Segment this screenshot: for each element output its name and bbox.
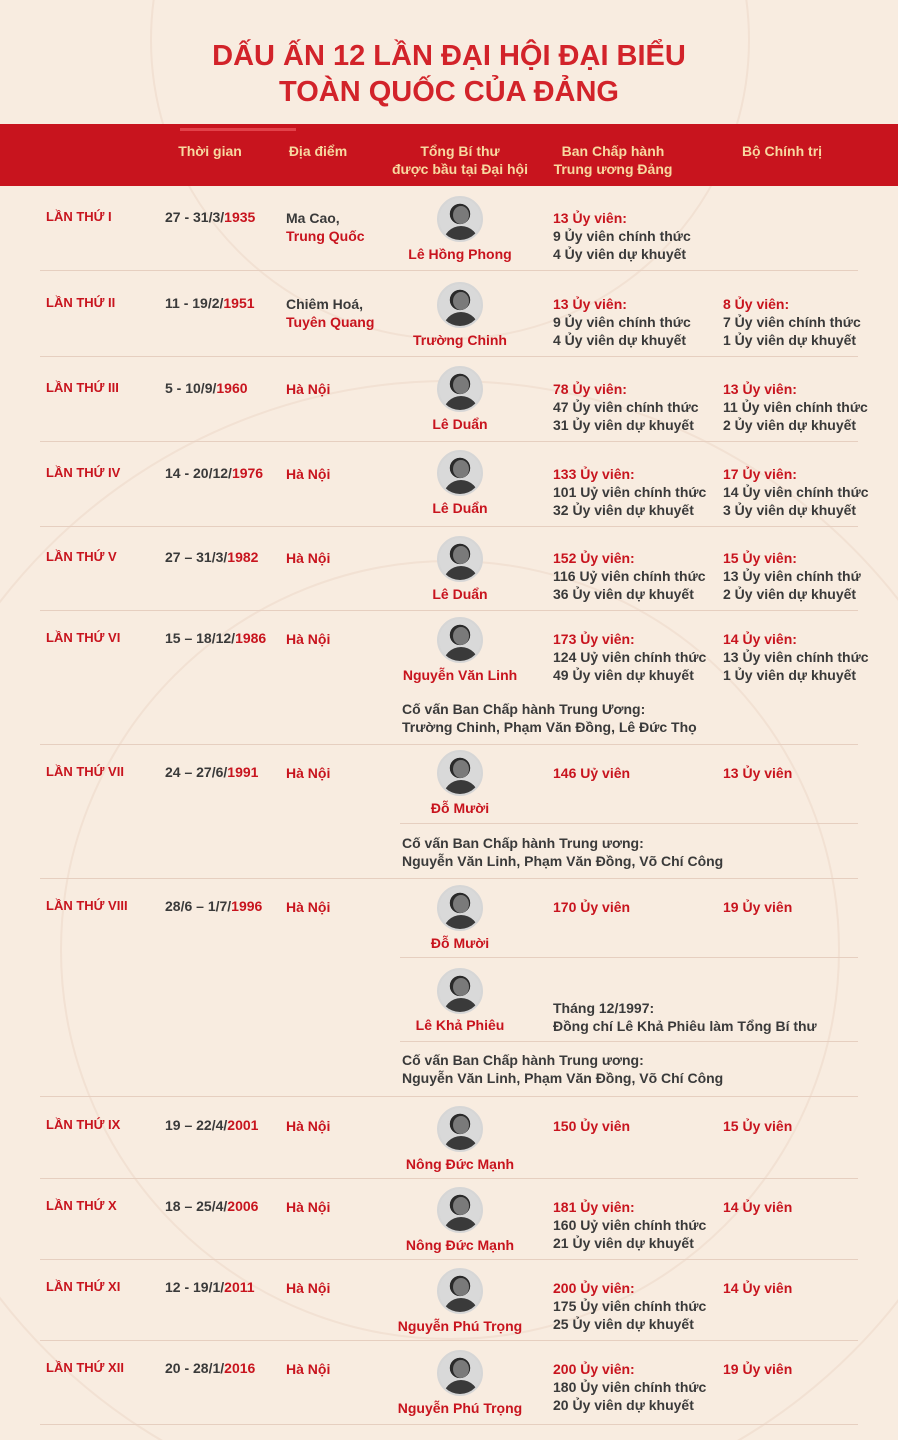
committee-detail: 49 Ủy viên dự khuyết	[553, 667, 694, 683]
congress-place	[286, 209, 365, 245]
congress-time-prefix: 11 - 19/2/	[165, 295, 224, 311]
congress-time	[165, 295, 255, 311]
portrait-shoulder	[443, 480, 479, 496]
congress-year: 2006	[227, 1198, 259, 1214]
congress-place	[286, 549, 330, 567]
committee-total: 150 Ủy viên	[553, 1118, 631, 1134]
congress-label: LẦN THỨ VIII	[46, 898, 128, 913]
congress-year: 1951	[223, 295, 255, 311]
politburo-detail: 13 Ủy viên chính thứ	[723, 568, 861, 584]
congress-place-city: Hà Nội	[286, 765, 331, 781]
committee-detail: 32 Ủy viên dự khuyết	[553, 502, 694, 518]
politburo-detail: 1 Ủy viên dự khuyết	[723, 332, 857, 348]
politburo-total: 15 Ủy viên	[723, 1118, 793, 1134]
portrait-shoulder	[443, 915, 479, 931]
committee-info	[553, 295, 691, 349]
secretary-name: Nguyễn Phú Trọng	[397, 1318, 523, 1334]
congress-label: LẦN THỨ XII	[46, 1360, 124, 1375]
politburo-total: 13 Ủy viên:	[723, 381, 797, 397]
congress-time	[165, 1117, 258, 1133]
congress-time	[165, 380, 248, 396]
committee-info	[553, 380, 699, 434]
header-secretary-line1: Tổng Bí thư	[420, 143, 500, 159]
congress-label: LẦN THỨ I	[46, 209, 112, 224]
committee-total: 181 Ủy viên:	[553, 1199, 635, 1215]
portrait-shoulder	[443, 1217, 479, 1233]
congress-label: LẦN THỨ V	[46, 549, 117, 564]
secretary-name: Lê Hồng Phong	[408, 246, 512, 262]
congress-place-line2: Trung Quốc	[286, 228, 365, 244]
secretary-name: Nông Đức Mạnh	[405, 1156, 515, 1172]
secretary-portrait	[437, 366, 483, 412]
committee-total: 78 Ủy viên:	[553, 381, 627, 397]
header-committee-line2: Trung ương Đảng	[553, 161, 673, 177]
portrait-face	[453, 376, 469, 394]
secretary-portrait	[437, 196, 483, 242]
politburo-detail: 2 Ủy viên dự khuyết	[723, 586, 857, 602]
committee-info	[553, 764, 630, 782]
committee-detail: 180 Ủy viên chính thức	[553, 1379, 707, 1395]
congress-place-city: Hà Nội	[286, 550, 331, 566]
congress-place-city: Hà Nội	[286, 1280, 331, 1296]
portrait-face	[453, 1360, 469, 1378]
portrait-shoulder	[443, 1136, 479, 1152]
title-line-1: DẤU ẤN 12 LẦN ĐẠI HỘI ĐẠI BIỂU	[212, 40, 686, 72]
change-text: Đồng chí Lê Khả Phiêu làm Tổng Bí thư	[553, 1018, 817, 1034]
committee-total: 170 Ủy viên	[553, 899, 631, 915]
congress-place-city: Hà Nội	[286, 466, 331, 482]
politburo-total: 14 Ủy viên:	[723, 631, 797, 647]
congress-time	[165, 549, 258, 565]
congress-time-prefix: 14 - 20/12/	[165, 465, 232, 481]
advisor-title: Cố vấn Ban Chấp hành Trung ương:	[402, 1052, 644, 1068]
politburo-info	[723, 549, 861, 603]
committee-detail: 160 Uỷ viên chính thức	[553, 1217, 707, 1233]
congress-time-prefix: 12 - 19/1/	[165, 1279, 225, 1295]
politburo-info	[723, 1360, 792, 1378]
congress-place	[286, 380, 330, 398]
congress-label: LẦN THỨ VII	[46, 764, 124, 779]
congress-place	[286, 630, 330, 648]
committee-info	[553, 209, 691, 263]
committee-detail: 36 Ủy viên dự khuyết	[553, 586, 694, 602]
congress-time	[165, 465, 263, 481]
politburo-total: 8 Ủy viên:	[723, 296, 790, 312]
politburo-detail: 11 Ủy viên chính thức	[723, 399, 868, 415]
congress-place-city: Hà Nội	[286, 631, 331, 647]
politburo-detail: 2 Ủy viên dự khuyết	[723, 417, 857, 433]
advisor-names: Trường Chinh, Phạm Văn Đồng, Lê Đức Thọ	[402, 719, 697, 735]
header-accent-line	[180, 128, 296, 131]
change-date: Tháng 12/1997:	[553, 1000, 655, 1016]
committee-info	[553, 630, 706, 684]
secretary-portrait	[437, 750, 483, 796]
secretary-name: Lê Duẩn	[432, 500, 488, 516]
politburo-detail: 7 Ủy viên chính thức	[723, 314, 861, 330]
committee-total: 13 Ủy viên:	[553, 210, 627, 226]
politburo-info	[723, 630, 869, 684]
politburo-info	[723, 380, 868, 434]
portrait-face	[453, 1116, 469, 1134]
politburo-total: 17 Ủy viên:	[723, 466, 797, 482]
row-separator	[40, 441, 858, 442]
politburo-info	[723, 898, 792, 916]
advisor-note	[402, 700, 697, 736]
congress-year: 1976	[231, 465, 264, 481]
row-separator	[40, 1096, 858, 1097]
congress-time-prefix: 20 - 28/1/	[165, 1360, 225, 1376]
politburo-total: 19 Ủy viên	[723, 899, 793, 915]
row-separator	[40, 1424, 858, 1425]
portrait-face	[453, 895, 469, 913]
portrait-face	[453, 460, 469, 478]
congress-place-line1: Ma Cao,	[286, 210, 340, 226]
congress-label: LẦN THỨ X	[46, 1198, 117, 1213]
committee-detail: 4 Ủy viên dự khuyết	[553, 246, 687, 262]
congress-time-prefix: 5 - 10/9/	[165, 380, 217, 396]
secretary2-name: Lê Khả Phiêu	[415, 1017, 505, 1033]
row-separator	[40, 356, 858, 357]
congress-place	[286, 295, 374, 331]
politburo-info	[723, 295, 861, 349]
congress-time-prefix: 15 – 18/12/	[165, 630, 236, 646]
committee-detail: 31 Ủy viên dự khuyết	[553, 417, 694, 433]
secretary-name: Đỗ Mười	[430, 800, 490, 816]
congress-year: 1991	[227, 764, 259, 780]
row-separator	[40, 1259, 858, 1260]
advisor-note	[402, 1051, 723, 1087]
congress-year: 1935	[224, 209, 256, 225]
secretary-portrait	[437, 450, 483, 496]
committee-info	[553, 465, 706, 519]
row-separator	[40, 270, 858, 271]
portrait-face	[453, 206, 469, 224]
row-separator	[40, 878, 858, 879]
congress-time-prefix: 19 – 22/4/	[165, 1117, 228, 1133]
secretary-name: Nguyễn Phú Trọng	[397, 1400, 523, 1416]
congress-year: 1996	[231, 898, 263, 914]
congress-time	[165, 898, 262, 914]
congress-time	[165, 630, 266, 646]
committee-info	[553, 1279, 706, 1333]
header-secretary-line2: được bầu tại Đại hội	[392, 161, 528, 177]
secretary-portrait	[437, 617, 483, 663]
politburo-total: 13 Ủy viên	[723, 765, 793, 781]
header-committee	[548, 142, 678, 178]
row-separator	[40, 1340, 858, 1341]
congress-label: LẦN THỨ III	[46, 380, 119, 395]
congress-place	[286, 1279, 330, 1297]
politburo-info	[723, 1198, 792, 1216]
congress-year: 2011	[224, 1279, 255, 1295]
congress-place-city: Hà Nội	[286, 381, 331, 397]
portrait-shoulder	[443, 1380, 479, 1396]
congress-label: LẦN THỨ II	[46, 295, 116, 310]
committee-total: 133 Ủy viên:	[553, 466, 635, 482]
committee-detail: 20 Ủy viên dự khuyết	[553, 1397, 694, 1413]
row-separator	[40, 526, 858, 527]
congress-place-city: Hà Nội	[286, 1361, 331, 1377]
header-secretary	[380, 142, 540, 178]
portrait-face	[453, 1278, 469, 1296]
portrait-shoulder	[443, 396, 479, 412]
committee-total: 146 Uỷ viên	[553, 765, 631, 781]
congress-place	[286, 764, 330, 782]
row-separator	[40, 610, 858, 611]
advisor-title: Cố vấn Ban Chấp hành Trung ương:	[402, 835, 644, 851]
committee-total: 200 Ủy viên:	[553, 1280, 635, 1296]
congress-time-prefix: 18 – 25/4/	[165, 1198, 228, 1214]
congress-place-line2: Tuyên Quang	[286, 314, 375, 330]
portrait-face	[453, 978, 469, 996]
congress-year: 1982	[227, 549, 259, 565]
politburo-detail: 1 Ủy viên dự khuyết	[723, 667, 857, 683]
secretary-name: Nông Đức Mạnh	[405, 1237, 515, 1253]
row-inner-separator	[400, 823, 858, 824]
secretary-name: Lê Duẩn	[432, 586, 488, 602]
congress-place-city: Hà Nội	[286, 1118, 331, 1134]
committee-detail: 21 Ủy viên dự khuyết	[553, 1235, 694, 1251]
politburo-detail: 3 Ủy viên dự khuyết	[723, 502, 857, 518]
congress-year: 1960	[216, 380, 248, 396]
committee-detail: 175 Ủy viên chính thức	[553, 1298, 707, 1314]
congress-label: LẦN THỨ XI	[46, 1279, 121, 1294]
leadership-change-note	[553, 999, 817, 1035]
row-separator	[40, 744, 858, 745]
header-place: Địa điểm	[288, 143, 348, 159]
politburo-detail: 13 Ủy viên chính thức	[723, 649, 869, 665]
portrait-face	[453, 760, 469, 778]
portrait-shoulder	[443, 226, 479, 242]
secretary-portrait	[437, 1350, 483, 1396]
committee-total: 152 Ủy viên:	[553, 550, 635, 566]
congress-place	[286, 1360, 330, 1378]
secretary-name: Lê Duẩn	[432, 416, 488, 432]
committee-detail: 9 Ủy viên chính thức	[553, 314, 691, 330]
header-time: Thời gian	[178, 143, 242, 159]
header-politburo: Bộ Chính trị	[741, 143, 823, 159]
portrait-shoulder	[443, 566, 479, 582]
header-committee-line1: Ban Chấp hành	[561, 143, 665, 159]
secretary-name: Trường Chinh	[413, 332, 507, 348]
committee-info	[553, 898, 630, 916]
portrait-face	[453, 627, 469, 645]
secretary-portrait	[437, 536, 483, 582]
secretary2-portrait	[437, 968, 483, 1014]
politburo-total: 14 Ủy viên	[723, 1280, 793, 1296]
congress-place-city: Hà Nội	[286, 899, 331, 915]
committee-detail: 47 Ủy viên chính thức	[553, 399, 699, 415]
secretary-portrait	[437, 282, 483, 328]
congress-time	[165, 1279, 255, 1295]
row-separator	[40, 1178, 858, 1179]
congress-place-line1: Chiêm Hoá,	[286, 296, 364, 312]
congress-label: LẦN THỨ IX	[46, 1117, 121, 1132]
congress-year: 2016	[224, 1360, 256, 1376]
portrait-shoulder	[443, 1298, 479, 1314]
committee-detail: 124 Uỷ viên chính thức	[553, 649, 707, 665]
committee-info	[553, 549, 706, 603]
committee-detail: 101 Uỷ viên chính thức	[553, 484, 707, 500]
politburo-total: 14 Ủy viên	[723, 1199, 793, 1215]
portrait-face	[453, 292, 469, 310]
congress-place-city: Hà Nội	[286, 1199, 331, 1215]
politburo-info	[723, 465, 869, 519]
congress-place	[286, 465, 330, 483]
portrait-face	[453, 1197, 469, 1215]
advisor-title: Cố vấn Ban Chấp hành Trung Ương:	[402, 701, 646, 717]
table-header	[0, 124, 898, 186]
congress-time	[165, 209, 255, 225]
row-inner-separator	[400, 957, 858, 958]
committee-detail: 9 Ủy viên chính thức	[553, 228, 691, 244]
congress-label: LẦN THỨ VI	[46, 630, 121, 645]
congress-place	[286, 898, 330, 916]
secretary-portrait	[437, 1106, 483, 1152]
portrait-shoulder	[443, 647, 479, 663]
portrait-face	[453, 546, 469, 564]
committee-detail: 25 Ủy viên dự khuyết	[553, 1316, 694, 1332]
committee-total: 173 Ủy viên:	[553, 631, 635, 647]
committee-total: 200 Ủy viên:	[553, 1361, 635, 1377]
committee-total: 13 Ủy viên:	[553, 296, 627, 312]
congress-time-prefix: 27 – 31/3/	[165, 549, 228, 565]
portrait-shoulder	[443, 998, 479, 1014]
committee-detail: 4 Ủy viên dự khuyết	[553, 332, 687, 348]
congress-time-prefix: 28/6 – 1/7/	[165, 898, 232, 914]
politburo-detail: 14 Ủy viên chính thức	[723, 484, 869, 500]
congress-time	[165, 764, 258, 780]
congress-place	[286, 1198, 330, 1216]
committee-info	[553, 1117, 630, 1135]
congress-label: LẦN THỨ IV	[46, 465, 121, 480]
congress-year: 1986	[235, 630, 267, 646]
politburo-info	[723, 764, 792, 782]
politburo-total: 15 Ủy viên:	[723, 550, 797, 566]
committee-info	[553, 1198, 706, 1252]
advisor-note	[402, 834, 723, 870]
secretary-portrait	[437, 885, 483, 931]
advisor-names: Nguyễn Văn Linh, Phạm Văn Đồng, Võ Chí Công	[402, 853, 724, 869]
secretary-name: Nguyễn Văn Linh	[402, 667, 518, 683]
secretary-portrait	[437, 1187, 483, 1233]
secretary-portrait	[437, 1268, 483, 1314]
row-inner-separator	[400, 1041, 858, 1042]
congress-time-prefix: 27 - 31/3/	[165, 209, 225, 225]
portrait-shoulder	[443, 780, 479, 796]
congress-time	[165, 1198, 258, 1214]
title-line-2: TOÀN QUỐC CỦA ĐẢNG	[279, 76, 619, 108]
committee-detail: 116 Uỷ viên chính thức	[553, 568, 706, 584]
page-title	[0, 38, 898, 110]
congress-place	[286, 1117, 330, 1135]
congress-time	[165, 1360, 255, 1376]
politburo-total: 19 Ủy viên	[723, 1361, 793, 1377]
politburo-info	[723, 1117, 792, 1135]
committee-info	[553, 1360, 706, 1414]
secretary-name: Đỗ Mười	[430, 935, 490, 951]
congress-year: 2001	[227, 1117, 259, 1133]
congress-time-prefix: 24 – 27/6/	[165, 764, 228, 780]
portrait-shoulder	[443, 312, 479, 328]
advisor-names: Nguyễn Văn Linh, Phạm Văn Đồng, Võ Chí Công	[402, 1070, 724, 1086]
politburo-info	[723, 1279, 792, 1297]
